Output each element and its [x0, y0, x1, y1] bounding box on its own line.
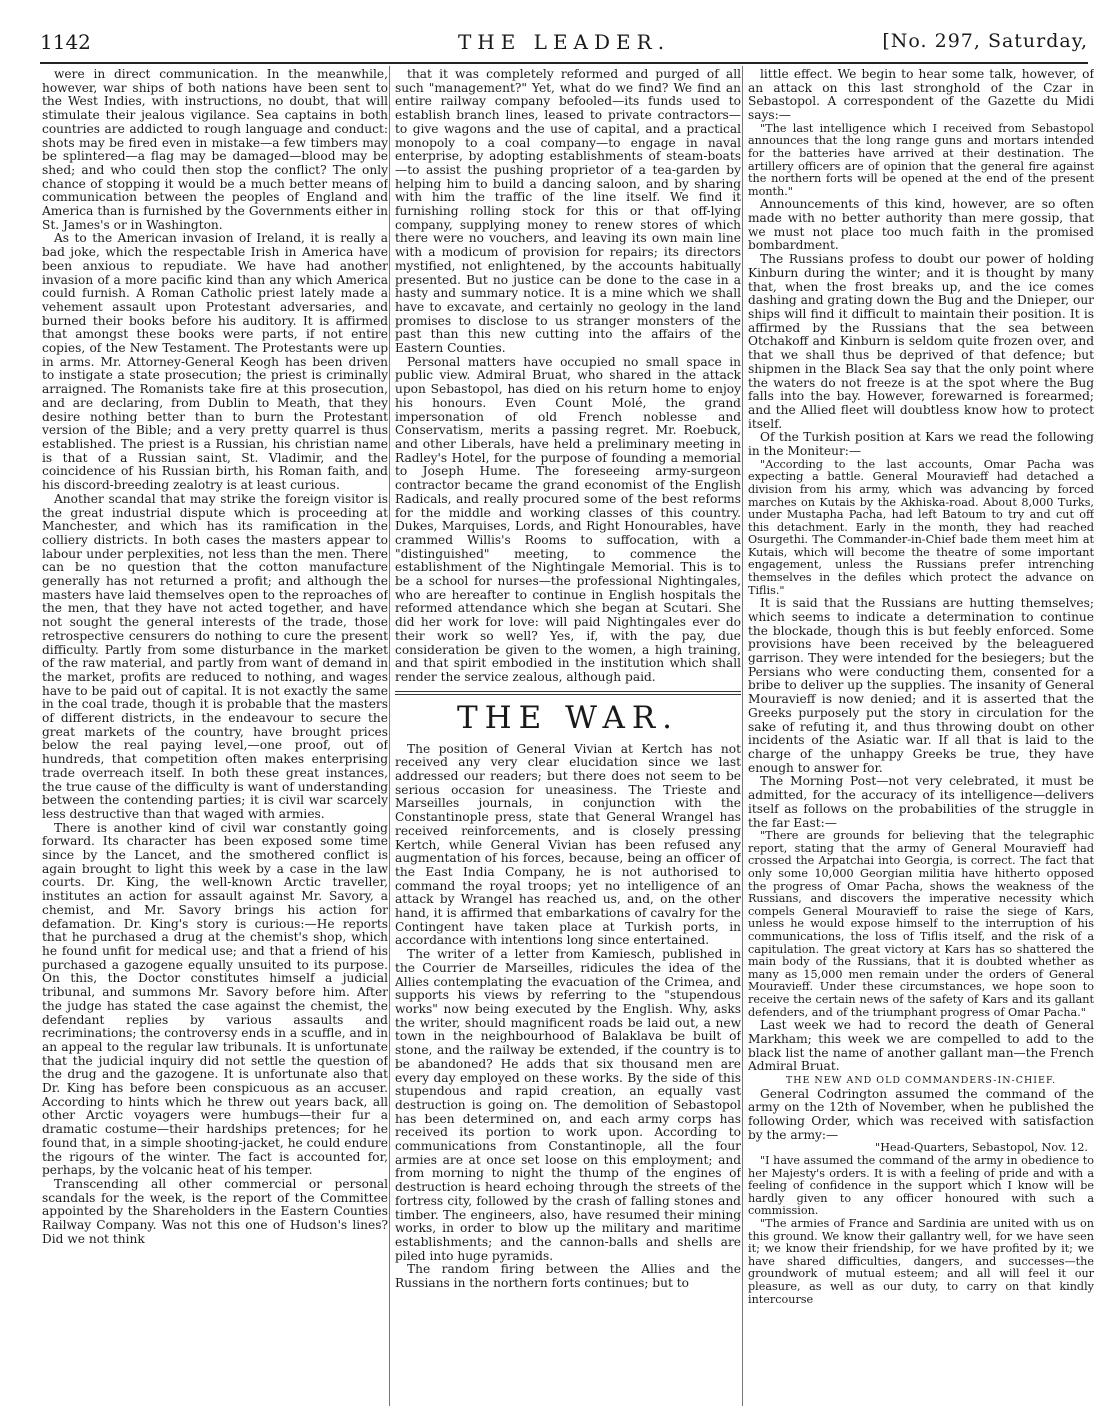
paragraph: Of the Turkish position at Kars we read the following in the Moniteur:— [748, 430, 1094, 459]
issue-label: [No. 297, Saturday, [882, 30, 1088, 52]
paragraph: Personal matters have occupied no small space in public view. Admiral Bruat, who shared in the attack upon Sebastopol, has died on his return home to enjoy his honours. Even Count Molé, the grand impersonation of old French noblesse and Conservatism, merits a passing regret. Mr. Roebuck, and other Liberals, have held a preliminary meeting in Radley's Hotel, for the purpose of founding a memorial to Joseph Hume. The foreseeing army-surgeon contractor became the grand economist of the English Radicals, and really procured some of the best reforms for the middle and working classes of this country. Dukes, Marquises, Lords, and Right Honourables, have crammed Willis's Rooms to suffocation, with a "distinguished" meeting, to commence the establishment of the Nightingale Memorial. This is to be a school for nurses—the professional Nightingales, who are hereafter to continue in English hospitals the reformed attendance which she began at Scutari. She did her work for love: will paid Nightingales ever do their work so well? Yes, if, with the pay, due consideration be given to the women, a high training, and that spirit embodied in the institution which shall render the service zealous, although paid. [395, 354, 741, 684]
paragraph: Another scandal that may strike the foreign visitor is the great industrial dispute which is proceeding at Manchester, and which has its ramification in the colliery districts. In both cases the masters appear to labour under perplexities, not less than the men. There can be no question that the cotton manufacture generally has not returned a profit; and although the masters have laid themselves open to the reproaches of the men, that they have not acted together, and have not sought the general interests of the trade, those retrospective censurers do nothing to cure the present difficulty. Partly from some disturbance in the market of the raw material, and partly from want of demand in the market, profits are reduced to nothing, and wages have to be paid out of capital. It is not exactly the same in the coal trade, though it is probable that the masters of different districts, in the endeavour to secure the great markets of the country, have brought prices below the real paying level,—one proof, out of hundreds, that competition often makes enterprising trade overreach itself. In both these great instances, the true cause of the difficulty is want of understanding between the contending parties; it is civil war scarcely less destructive than that waged with armies. [42, 491, 388, 821]
quoted-order: "I have assumed the command of the army in obedience to her Majesty's orders. It is with a feeling of pride and with a feeling of confidence in the support which I know will be hardly given to any officer honoured with such a commission. [748, 1154, 1094, 1218]
column-2 [395, 68, 741, 1404]
paragraph: There is another kind of civil war constantly going forward. Its character has been exposed some time since by the Lancet, and the smothered conflict is again brought to light this week by a case in the law courts. Dr. King, the well-known Arctic traveller, institutes an action for assault against Mr. Savory, a chemist, and Mr. Savory brings his action for defamation. Dr. King's story is curious:—He reports that he purchased a drug at the chemist's shop, which he found unfit for medical use; and that a friend of his purchased a gazogene equally unsuited to its purpose. On this, the Doctor constitutes himself a judicial tribunal, and summons Mr. Savory before him. After the judge has stated the case against the chemist, the defendant replies by various assaults and recriminations; the controversy ends in a scuffle, and in an appeal to the regular law tribunals. It is unfortunate that the judicial inquiry did not settle the question of the drug and the gazogene. It is unfortunate also that Dr. King has before been conspicuous as an accuser. According to hints which he threw out years back, all other Arctic voyagers were humbugs—their fur a dramatic costume—their hardships pretences; for he found that, in a simple shooting-jacket, he could endure the rigours of the winter. The fact is accounted for, perhaps, by the volcanic heat of his temper. [42, 820, 388, 1178]
page-number: 1142 [40, 30, 91, 54]
masthead [40, 30, 1088, 62]
paragraph: As to the American invasion of Ireland, it is really a bad joke, which the respectable Irish in America have been anxious to repudiate. We have had another invasion of a more pacific kind than any which America could furnish. A Roman Catholic priest lately made a vehement assault upon Protestant adversaries, and burned their books before his auditory. It is affirmed that amongst these books were parts, if not entire copies, of the New Testament. The Protestants were up in arms. Mr. Attorney-General Keogh has been driven to instigate a state prosecution; the priest is criminally arraigned. The Romanists take fire at this prosecution, and are declaring, from Dublin to Meath, that they desire nothing better than to burn the Protestant version of the Bible; and a very pretty quarrel is thus established. The priest is a Russian, his christian name is that of a Russian saint, St. Vladimir, and the coincidence of his Russian birth, his Roman faith, and his discord-breeding zealotry is at least curious. [42, 231, 388, 493]
quoted-dispatch: "There are grounds for believing that the telegraphic report, stating that the army of General Mouravieff had crossed the Arpatchai into Georgia, is correct. The fact that only some 10,000 Georgian militia have hitherto opposed the progress of Omar Pacha, shows the weakness of the Russians, and discovers the imperative necessity which compels General Mouravieff to raise the siege of Kars, unless he would expose himself to the interruption of his communications, the loss of Tiflis itself, and the risk of a capitulation. The great victory at Kars has so shattered the main body of the Russians, that it is doubted whether as many as 15,000 men remain under the orders of General Mouravieff. Under these circumstances, we hope soon to receive the certain news of the safety of Kars and its gallant defenders, and of the triumphant progress of Omar Pacha." [748, 829, 1094, 1019]
paragraph: It is said that the Russians are hutting themselves; which seems to indicate a determination to continue the blockade, though this is but feebly enforced. Some provisions have been received by the beleaguered garrison. They were intended for the besiegers; but the Persians who were conducting them, consented for a bribe to deliver up the supplies. The insanity of General Mouravieff is now denied; and it is asserted that the Greeks purposely put the story in circulation for the sake of refuting it, and thus throwing doubt on other incidents of the Asiatic war. If all that is laid to the charge of the unhappy Greeks be true, they have enough to answer for. [748, 596, 1094, 775]
column-divider [742, 66, 743, 1406]
paragraph: The random firing between the Allies and the Russians in the northern forts continues; but to [395, 1262, 741, 1291]
newspaper-title: THE LEADER. [457, 30, 671, 54]
paragraph: Transcending all other commercial or personal scandals for the week, is the report of the Committee appointed by the Shareholders in the Eastern Counties Railway Company. Was not this one of Hudson's lines? Did we not think [42, 1176, 388, 1246]
column-divider [389, 66, 390, 1406]
section-separator [395, 691, 741, 695]
quoted-order: "The armies of France and Sardinia are united with us on this ground. We know their gallantry well, for we have seen it; we know their friendship, for we have profited by it; we have shared difficulties, dangers, and successes—the groundwork of mutual esteem; and all will feel it our pleasure, as well as our duty, to carry on that kindly intercourse [748, 1217, 1094, 1306]
paragraph: were in direct communication. In the meanwhile, however, war ships of both nations have been sent to the West Indies, with instructions, no doubt, that will stimulate their jealous vigilance. Sea captains in both countries are addicted to rough language and conduct: shots may be fired even in mistake—a few timbers may be splintered—a flag may be damaged—blood may be shed; and who could then stop the conflict? The only chance of stopping it would be a much better means of communication between the peoples of England and America than is furnished by the Governments either in St. James's or in Washington. [42, 68, 388, 232]
column-1 [42, 68, 388, 1404]
quoted-dispatch: "According to the last accounts, Omar Pacha was expecting a battle. General Mouravieff had detached a division from his army, which was advancing by forced marches on Kutais by the Akhiska-road. About 8,000 Turks, under Mustapha Pacha, had left Batoum to try and cut off this detachment. Early in the month, they had reached Osurgethi. The Commander-in-Chief bade them meet him at Kutais, which will become the theatre of some important engagement, unless the Russians prefer intrenching themselves in the defiles which protect the advance on Tiflis." [748, 457, 1094, 597]
column-3 [748, 68, 1094, 1404]
subheading: THE NEW AND OLD COMMANDERS-IN-CHIEF. [785, 1074, 1057, 1086]
paragraph: little effect. We begin to hear some talk, however, of an attack on this last stronghold of the Czar in Sebastopol. A correspondent of the Gazette du Midi says:— [748, 68, 1094, 123]
paragraph: Announcements of this kind, however, are so often made with no better authority than mere gossip, that we must not place too much faith in the promised bombardment. [748, 197, 1094, 253]
dateline: "Head-Quarters, Sebastopol, Nov. 12. [875, 1141, 1088, 1155]
paragraph: The Russians profess to doubt our power of holding Kinburn during the winter; and it is thought by many that, when the frost breaks up, and the ice comes dashing and grating down the Bug and the Dnieper, our ships will find it difficult to maintain their position. It is affirmed by the Russians that the sea between Otchakoff and Kinburn is seldom quite frozen over, and that we shall thus be deprived of that defence; but shipmen in the Black Sea say that the only point where the waters do not freeze is at the spot where the Bug falls into the bay. However, forewarned is forearmed; and the Allied fleet will doubtless know how to protect itself. [748, 252, 1094, 431]
paragraph: that it was completely reformed and purged of all such "management?" Yet, what do we find? We find an entire railway company befooled—its funds used to establish branch lines, leased to private contractors—to give wagons and the use of capital, and a practical monopoly to a coal company—to engage in naval enterprise, by adopting establishments of steam-boats—to assist the pushing proprietor of a tea-garden by helping him to build a dancing saloon, and by sharing with him the traffic of the line itself. We find it furnishing rolling stock for this or that off-lying company, supplying money to renew stores of which there were no vouchers, and leaving its own main line with a modicum of provision for repairs; its directors mystified, not enlightened, by the accounts habitually presented. But no justice can be done to the case in a hasty and summary notice. It is a mine which we shall have to excavate, and certainly no geology in the land promises to disclose to us stranger monsters of the past than this new cutting into the affairs of the Eastern Counties. [395, 68, 741, 356]
quoted-dispatch: "The last intelligence which I received from Sebastopol announces that the long range guns and mortars intended for the batteries have arrived at their destination. The artillery officers are of opinion that the general fire against the northern forts will be opened at the end of the present month." [748, 121, 1094, 198]
header-rule [40, 62, 1088, 64]
paragraph: Last week we had to record the death of General Markham; this week we are compelled to add to the black list the name of another gallant man—the French Admiral Bruat. [748, 1018, 1094, 1074]
paragraph: The Morning Post—not very celebrated, it must be admitted, for the accuracy of its intelligence—delivers itself as follows on the probabilities of the struggle in the far East:— [748, 774, 1094, 830]
paragraph: General Codrington assumed the command of the army on the 12th of November, when he published the following Order, which was received with satisfaction by the army:— [748, 1086, 1094, 1142]
paragraph: The writer of a letter from Kamiesch, published in the Courrier de Marseilles, ridicules the idea of the Allies contemplating the evacuation of the Crimea, and supports his views by referring to the "stupendous works" now being executed by the English. Why, asks the writer, should magnificent roads be laid out, a new town in the neighbourhood of Balaklava be built of stone, and the railway be extended, if the country is to be abandoned? He adds that six thousand men are every day employed on these works. By the side of this stupendous and rapid creation, an equally vast destruction is going on. The demolition of Sebastopol has been determined on, and each army corps has received its portion to work upon. According to communications from Constantinople, all the four armies are at once set loose on this employment; and from morning to night the thump of the engines of destruction is heard echoing through the streets of the fortress city, followed by the crash of falling stones and timber. The engineers, also, have resumed their mining works, in order to blow up the military and maritime establishments; and the cannon-balls and shells are piled into huge pyramids. [395, 947, 741, 1263]
paragraph: The position of General Vivian at Kertch has not received any very clear elucidation since we last addressed our readers; but there does not seem to be serious occasion for uneasiness. The Trieste and Marseilles journals, in conjunction with the Constantinople press, state that General Wrangel has received reinforcements, and is closely pressing Kertch, while General Vivian has been refused any augmentation of his forces, because, being an officer of the East India Company, he is not authorised to command the royal troops; yet no intelligence of an attack by Wrangel has reached us, and, on the other hand, it is affirmed that embarkations of cavalry for the Contingent have taken place at Turkish ports, in accordance with intentions long since entertained. [395, 741, 741, 948]
section-title-the-war: THE WAR. [456, 699, 680, 736]
